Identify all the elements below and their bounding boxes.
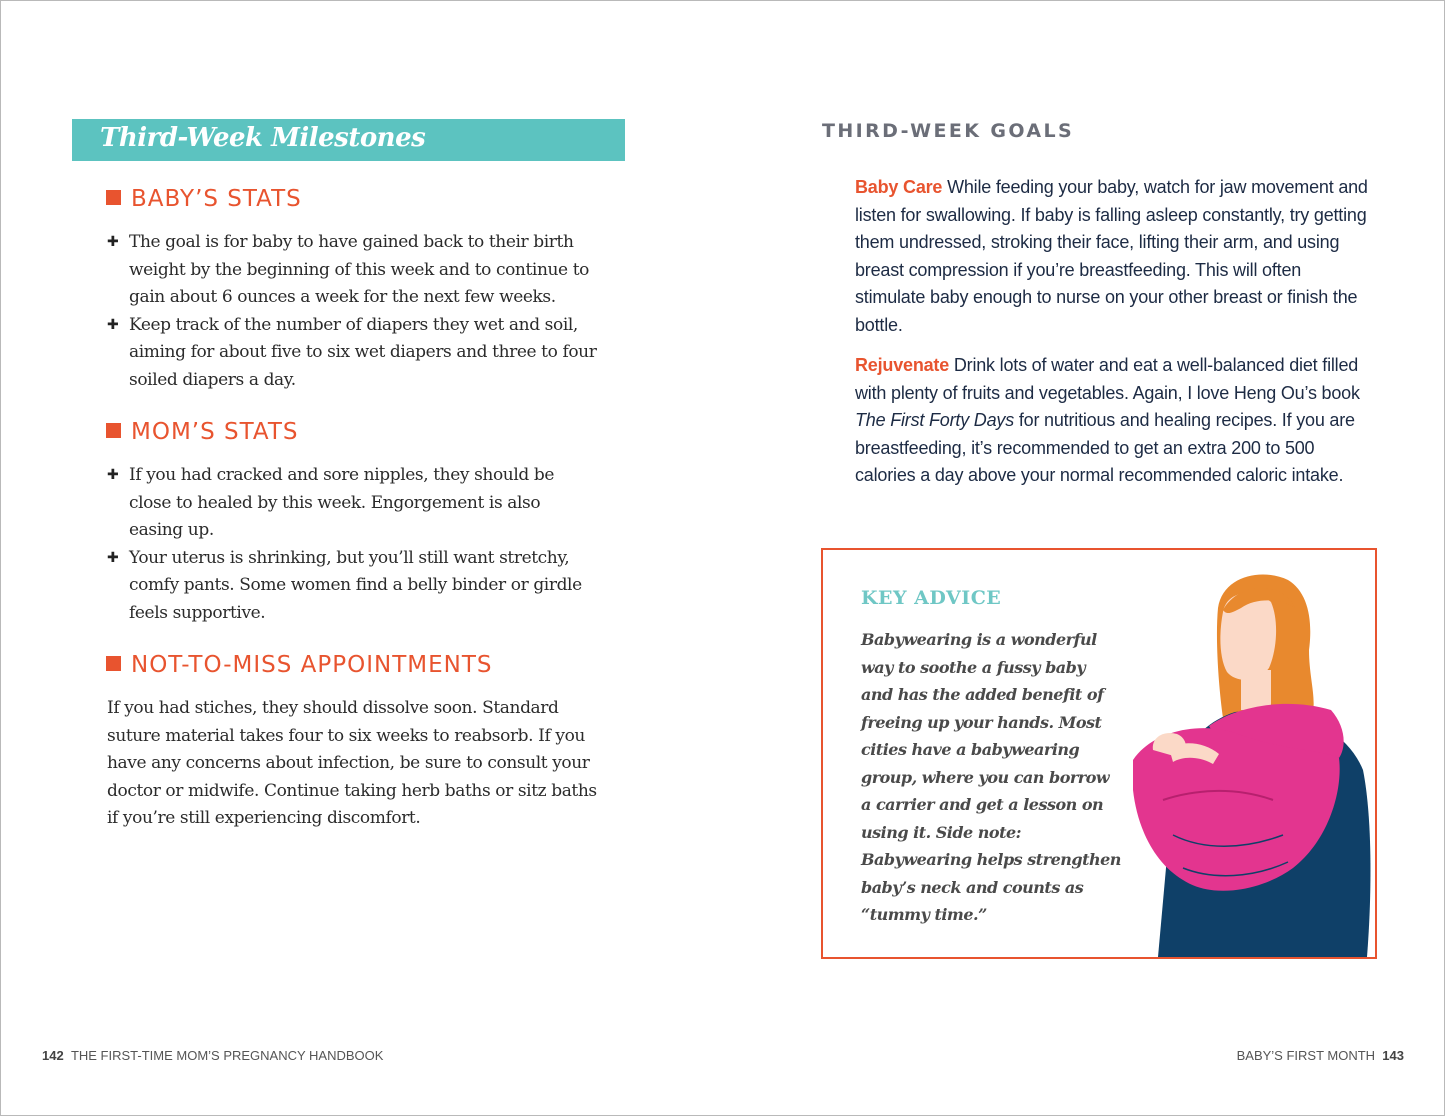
goal-text: While feeding your baby, watch for jaw movement and listen for swallowing. If baby is falling asleep constantly, try getting them undressed, stroking their face, lifting their arm, and using breast compression if you’re breastfeeding. This will often stimulate baby enough to nurse on your other breast or finish the bottle. bbox=[855, 177, 1368, 335]
left-running-title: THE FIRST-TIME MOM’S PREGNANCY HANDBOOK bbox=[70, 1048, 384, 1063]
plus-icon: ✚ bbox=[107, 234, 119, 250]
goal-label: Rejuvenate bbox=[855, 355, 950, 375]
milestones-banner bbox=[72, 119, 625, 161]
babys-stats-heading bbox=[106, 186, 302, 212]
moms-stats-list bbox=[107, 462, 597, 627]
woman-babywearing-illustration bbox=[1123, 550, 1375, 957]
moms-stats-heading-text: MOM’S STATS bbox=[131, 419, 299, 445]
key-advice-title: KEY ADVICE bbox=[861, 587, 1002, 609]
right-footer bbox=[1237, 1048, 1404, 1063]
key-advice-text: Babywearing is a wonderful way to soothe a fussy baby and has the added benefit of freeing up your hands. Most cities have a babywearing group, where you can borrow a carrier and get a lesson on using it. Side note: Babywearing helps strengthen baby’s neck and counts as “tummy time.” bbox=[861, 630, 1121, 924]
plus-icon: ✚ bbox=[107, 316, 119, 333]
goal-label: Baby Care bbox=[855, 177, 943, 197]
plus-icon: ✚ bbox=[107, 467, 119, 483]
goal-text: Drink lots of water and eat a well-balanced diet filled with plenty of fruits and vegetables. Again, I love Heng Ou’s book bbox=[855, 355, 1360, 403]
list-item: ✚ If you had cracked and sore nipples, they should be close to healed by this week. Engorgement is also easing up. bbox=[107, 462, 597, 545]
right-running-title: BABY’S FIRST MONTH bbox=[1236, 1048, 1376, 1063]
moms-stats-heading bbox=[106, 419, 298, 445]
goal-baby-care bbox=[855, 174, 1375, 339]
plus-icon: ✚ bbox=[107, 549, 119, 566]
left-footer bbox=[42, 1048, 383, 1063]
square-bullet-icon bbox=[106, 656, 121, 671]
appointments-heading bbox=[106, 652, 493, 678]
left-page-number: 142 bbox=[42, 1048, 64, 1063]
list-item: ✚ The goal is for baby to have gained back to their birth weight by the beginning of this week and to continue to gain about 6 ounces a week for the next few weeks. bbox=[107, 229, 597, 312]
goal-text-continued: for nutritious and healing recipes. If you are breastfeeding, it’s recommended to get an extra 200 to 500 calories a day above your normal recommended caloric intake. bbox=[855, 410, 1355, 485]
square-bullet-icon bbox=[106, 423, 121, 438]
list-item: ✚ Your uterus is shrinking, but you’ll still want stretchy, comfy pants. Some women find a belly binder or girdle feels supportive. bbox=[107, 545, 597, 628]
babys-stats-list bbox=[107, 229, 597, 394]
appointments-heading-text: NOT-TO-MISS APPOINTMENTS bbox=[131, 652, 493, 678]
banner-title: Third-Week Milestones bbox=[100, 123, 426, 153]
key-advice-box bbox=[821, 548, 1377, 959]
babys-stats-heading-text: BABY’S STATS bbox=[131, 186, 302, 212]
goal-rejuvenate bbox=[855, 352, 1375, 490]
square-bullet-icon bbox=[106, 190, 121, 205]
right-page-number: 143 bbox=[1382, 1048, 1404, 1063]
appointments-paragraph: If you had stiches, they should dissolve soon. Standard suture material takes four to six weeks to reabsorb. If you have any concerns about infection, be sure to consult your doctor or midwife. Continue taking herb baths or sitz baths if you’re still experiencing discomfort. bbox=[107, 698, 597, 828]
goals-title: THIRD-WEEK GOALS bbox=[822, 120, 1075, 142]
list-item: ✚ Keep track of the number of diapers they wet and soil, aiming for about five to six wet diapers and three to four soiled diapers a day. bbox=[107, 312, 597, 395]
book-title: The First Forty Days bbox=[855, 410, 1015, 430]
